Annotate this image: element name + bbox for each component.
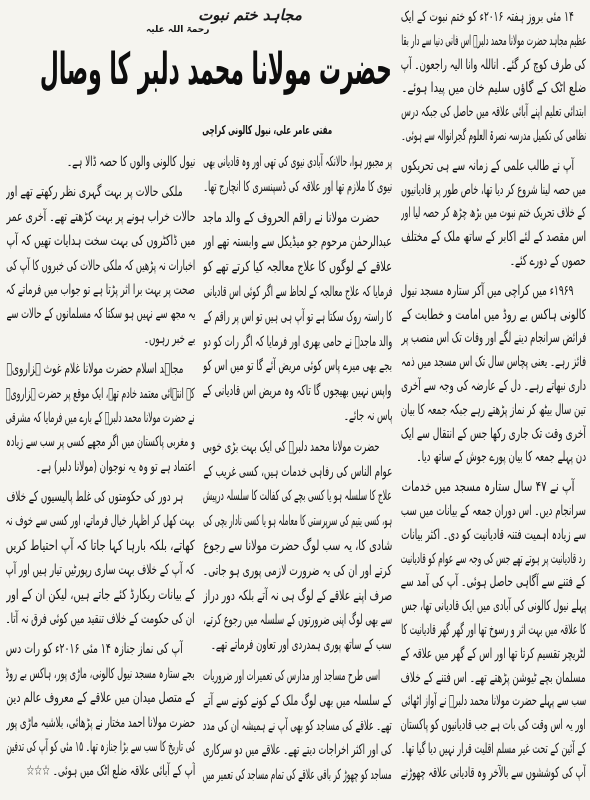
article-line: حضرت مولانا محمد دلبرؒ کی ایک بہت بڑی خوبی — [203, 438, 380, 455]
article-line: کرتے اور ان کی یہ ضرورت لازمی پوری ہو جاتی۔ — [203, 562, 392, 579]
article-line: نیول کالونی والوں کا حصہ ڈالا ہے۔ — [66, 154, 195, 170]
article-line: سے بھی لوگ اپنی ضرورتوں کے سلسلہ میں رجوع کرتے، — [203, 612, 392, 629]
article-line: عظیم مجاہد حضرت مولانا محمد دلبرؒ اس فانی دنیا سے دار بقا — [401, 32, 586, 49]
article-line: کی اور اکثر اخراجات دیتے تھے۔ علاقے میں دو سرکاری — [203, 742, 392, 759]
article-line: آپ نے ۴۷ سال ستارہ مسجد میں خدمات — [401, 479, 574, 496]
article-line: ضلع اٹک کے گاؤں سلیم خان میں پیدا ہوئے۔ — [401, 80, 586, 97]
paragraph — [401, 280, 586, 470]
paragraph — [401, 476, 586, 785]
paragraph — [203, 206, 392, 429]
article-line: کا راستہ روک سکتا ہے تو آپ ہی ہیں تو اس پر راقم کے — [203, 308, 392, 325]
article-line: حضرت مولانا نے راقم الحروف کے والد ماجد — [203, 209, 380, 226]
paragraph — [401, 155, 586, 274]
article-line: اور یہ اس وقت کی بات ہے جب قادیانیوں کو پاکستان — [401, 717, 586, 734]
article-column-right — [401, 6, 586, 794]
article-line: صحت پر بہت برا اثر پڑتا ہے تو جواب میں فرماتے کہ — [6, 281, 195, 298]
article-line: لٹریچر تقسیم کرتا تھا اور اس کے گھر میں علاقہ کے — [401, 645, 586, 662]
article-line: پاس نہ جائے۔ — [343, 407, 392, 424]
headline-title: حضرت مولانا محمد دلبر کا وصال — [40, 44, 392, 95]
article-line: اسی طرح مساجد اور مدارس کی تعمیرات اور ضروریات — [203, 667, 380, 684]
article-line: میں ڈاکٹروں کی بہت سخت ہدایات تھیں کہ آپ — [6, 233, 195, 250]
article-line: و مغربی پاکستان میں اگر مجھے کسی پر سب سے زیادہ — [6, 434, 195, 451]
article-line: یہ مجھ سے نہیں ہو سکتا کہ مسلمانوں کے حالات سے — [6, 306, 195, 323]
article-line: ابتدائی تعلیم اپنے آبائی علاقہ میں حاصل کی جبکہ درس — [401, 104, 586, 121]
paragraph — [203, 664, 392, 788]
article-line: فرمایا کہ علاج معالجہ کے لحاظ سے اگر کوئی اس قادیانی — [203, 283, 392, 300]
paragraph — [401, 6, 586, 149]
article-line: دن پہلے جمعہ کا بیان پورے جوش کے ساتھ دیا۔ — [416, 449, 586, 466]
byline: مفتی عامر علی، نیول کالونی کراچی — [202, 123, 332, 137]
article-line: نیوی کا ملازم تھا اور علاقہ کی ڈسپنسری کا انچارج تھا۔ — [203, 178, 392, 195]
article-column-middle — [203, 150, 392, 796]
article-line: اخبارات نہ پڑھیں کہ ملکی حالات کی خبروں کا آپ کی — [6, 257, 195, 274]
article-line: داری نبھاتے رہے۔ دل کے عارضہ کی وجہ سے آخری — [401, 377, 586, 394]
article-line: عبدالرحمٰن مرحوم جو میڈیکل سے وابستہ تھے اور — [203, 234, 392, 251]
article-line: علاج کا سلسلہ ہو یا کسی بچے کی کفالت کا سلسلہ درپیش — [203, 488, 392, 505]
article-line: سب کے ساتھ پوری ہمدردی اور تعاون فرماتے تھے۔ — [211, 637, 392, 654]
article-line: آپ کی کوششوں سے بالآخر وہ قادیانی علاقہ چھوڑنے — [401, 764, 586, 781]
article-line: کھاتے، بلکہ بارہا کہا جاتا کہ آپ احتیاط کریں — [6, 537, 195, 554]
article-line: پہلے نیول کالونی کی آبادی میں ایک قادیانی تھا، جس — [401, 598, 586, 615]
paragraph — [6, 180, 195, 351]
article-line: فائز رہے۔ یعنی پچاس سال تک اس مسجد میں ذمہ — [401, 354, 586, 371]
article-line: آخری وقت تک جاری رکھا جس کے انتقال سے ایک — [401, 425, 586, 442]
article-line: کے فتنے سے آگاہی حاصل ہوئی۔ آپ کی آمد سے — [401, 574, 586, 591]
article-line: نظامی کی تکمیل مدرسہ نصرۃ العلوم گجرانوالہ سے ہوئی۔ — [401, 127, 586, 144]
article-line: ۱۹۶۹ء میں کراچی میں آکر ستارہ مسجد نیول — [401, 282, 574, 299]
article-line: سرانجام دیں۔ اس دوران جمعہ کے بیانات میں سب — [401, 502, 586, 519]
article-column-left — [6, 150, 195, 796]
article-line: کے متصل میدان میں علاقے کے معروف عالم دین — [6, 690, 195, 707]
paragraph — [6, 485, 195, 631]
article-line: میں حصہ لینا شروع کر دیا تھا، خاص طور پر قادیانیوں — [401, 181, 586, 198]
article-line: حالات خراب ہونے پر بہت کڑھتے تھے۔ آخری عمر — [6, 208, 195, 225]
article-line: صرف اپنے علاقے کے لوگ ہی نہ آتے بلکہ دور دراز — [203, 587, 392, 604]
article-line: پر مجبور ہوا، حالانکہ آبادی نیوی کی تھی اور وہ قادیانی بھی — [203, 154, 392, 170]
paragraph — [203, 435, 392, 658]
paragraph — [6, 637, 195, 783]
article-line: تین سال بیٹھ کر نماز پڑھتے رہے جبکہ جمعہ کا بیان — [401, 401, 586, 418]
article-line: ملکی حالات پر بہت گہری نظر رکھتے تھے اور — [6, 184, 183, 201]
article-line: رد قادیانیت پر ہوتے تھے جس کی وجہ سے عوام کو قادیانیت — [401, 550, 586, 567]
article-line: کا علاقہ میں بہت اثر و رسوخ تھا اور گھر گھر قادیانیت کا — [401, 621, 586, 638]
article-line: عوام الناس کی رفاہی خدمات ہیں، کسی غریب کے — [203, 463, 392, 480]
article-line: مجاہد اسلام حضرت مولانا غلام غوث ہزارویؒ — [6, 361, 183, 378]
article-line: کے آئین کے تحت غیر مسلم اقلیت قرار نہیں دیا گیا تھا۔ — [401, 740, 586, 757]
article-line: مسلمان بچے ٹیوشن پڑھتے تھے۔ اس فتنے کے خلاف — [401, 669, 586, 686]
article-line: بجے بھی میرے پاس کوئی مریض آئے گا تو میں اس کو — [203, 358, 392, 375]
article-line: کے بیانات ریکارڈ کئے جاتے ہیں، لیکن ان کے اور — [6, 586, 195, 603]
article-line: کی طرف کوچ کر گئے۔ اناللہ وانا الیہ راجعون۔ آپ — [401, 56, 586, 73]
article-line: مساجد کو چھوڑ کر باقی علاقے کی تمام مساجد کی تعمیر میں — [203, 767, 392, 784]
article-line: کے انتہائی معتمد خادم تھے، ایک موقع پر حضرت ہزارویؒ — [6, 385, 195, 402]
article-line: حضرت مولانا احمد مختار نے پڑھائی، بلاشبہ ماڑی پور — [6, 714, 195, 731]
article-line: کی تاریخ کا سب سے بڑا جنازہ تھا۔ ۱۵ مئی کو آپ کی تدفین — [6, 738, 195, 755]
article-line: حصوں کے دورے کئے۔ — [510, 252, 586, 269]
article-line: ہر دور کی حکومتوں کی غلط پالیسیوں کے خلاف — [6, 489, 183, 506]
kicker-label: مجاہد ختم نبوت — [198, 6, 302, 24]
headline-honorific: رحمۃ اللہ علیہ — [146, 25, 210, 35]
article-line: واپس نہیں بھیجوں گا تاکہ وہ مریض اس قادیانی کے — [203, 383, 392, 400]
article-line: والد ماجدؒ نے حامی بھری اور فرمایا کہ اگر رات کو دو — [203, 333, 392, 350]
article-line: کے سلسلہ میں بھی لوگ ملک کے کونے کونے سے آتے — [203, 692, 392, 709]
article-line: بجے ستارہ مسجد نیول کالونی، ماڑی پور، ہاکس بے روڈ — [6, 665, 195, 682]
article-line: بے خبر رہوں۔ — [143, 330, 195, 347]
paragraph — [6, 150, 195, 174]
article-line: سے زیادہ اہمیت فتنہ قادیانیت کو دی۔ اکثر بیانات — [401, 526, 586, 543]
article-line: علاقے کے لوگوں کا علاج معالجہ کیا کرتے تھے کو — [203, 259, 392, 276]
article-line: سب سے پہلے حضرت مولانا محمد دلبرؒ نے آواز اٹھائی — [401, 693, 586, 710]
article-line: ۱۴ مئی بروز ہفتہ ۲۰۱۶ء کو ختم نبوت کے ایک — [401, 9, 574, 25]
article-line: ہو، کسی یتیم کی سرپرستی کا معاملہ ہو یا کسی نادار بچی کی — [203, 513, 392, 530]
article-line: فرائض سرانجام دینے لگے اور وفات تک اس منصب پر — [401, 330, 586, 347]
article-line: اعتماد ہے تو وہ یہ نوجوان (مولانا دلبر) ہے۔ — [35, 458, 195, 475]
article-line: بہت کھل کر اظہار خیال فرماتے، اور کسی سے خوف نہ — [6, 513, 195, 530]
article-line: کہ آپ کے خلاف بہت ساری رپورٹیں تیار ہیں اور آپ — [6, 562, 195, 579]
article-line: اس مقصد کے لئے اکابر کے ساتھ ملک کے مختلف — [401, 229, 586, 246]
paragraph — [6, 357, 195, 479]
article-line: تھے۔ علاقے کی مساجد کو بھی آپ نے ہمیشہ ان کی مدد — [203, 717, 392, 734]
article-line: کالونی ہاکس بے روڈ میں امامت و خطابت کے — [401, 306, 586, 323]
article-line: ان کی حکومت کے خلاف تنقید میں کوئی فرق نہ آتا۔ — [6, 611, 195, 628]
article-line: شادی کا، یہ سب لوگ حضرت مولانا سے رجوع — [203, 537, 392, 554]
article-line: نے حضرت مولانا محمد دلبرؒ کے بارے میں فرمایا کہ مشرقی — [6, 409, 195, 426]
paragraph — [203, 150, 392, 200]
article-line: آپ کے آبائی علاقہ ضلع اٹک میں ہوئی۔ ☆☆☆ — [26, 763, 195, 780]
article-line: آپ کی نماز جنازہ ۱۴ مئی ۲۰۱۶ء کو رات دس — [6, 641, 183, 658]
article-line: کے خلاف تحریک ختم نبوت میں بڑھ چڑھ کر حصہ لیا اور — [401, 205, 586, 222]
article-line: آپ نے طالب علمی کے زمانہ سے ہی تحریکوں — [401, 157, 574, 174]
